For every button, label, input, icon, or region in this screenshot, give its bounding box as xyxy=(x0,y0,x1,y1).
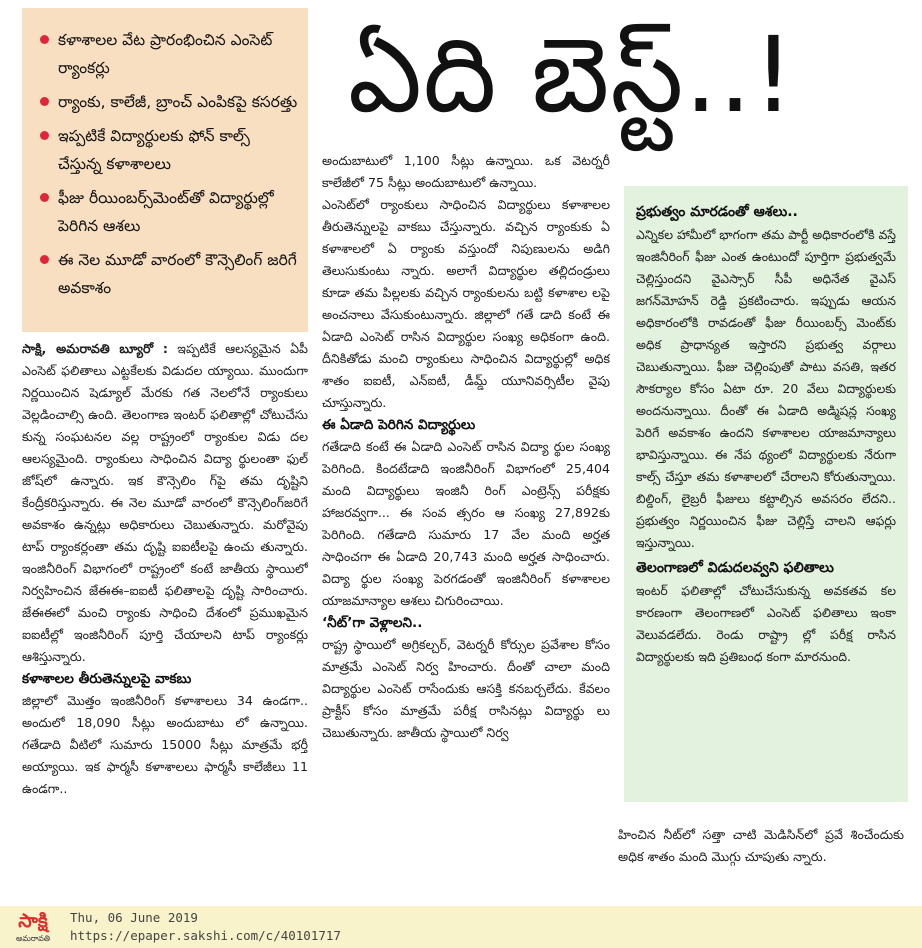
highlight-item xyxy=(38,88,298,116)
source-url[interactable]: https://epaper.sakshi.com/c/40101717 xyxy=(70,928,341,943)
bullet-dot-icon xyxy=(40,255,49,264)
sakshi-logo[interactable] xyxy=(4,910,62,944)
bullet-dot-icon xyxy=(40,97,49,106)
subheading: కళాశాలల తీరుతెన్నులపై వాకబు xyxy=(22,671,192,687)
highlight-text: ర్యాంకు, కాలేజీ, బ్రాంచ్ ఎంపికపై కసరత్తు xyxy=(58,93,298,111)
article-column-2 xyxy=(322,150,610,900)
article-column-3 xyxy=(618,824,904,898)
bullet-dot-icon xyxy=(40,193,49,202)
paragraph: హించిన నీట్‌లో సత్తా చాటి మెడిసిన్‌లో ప్రవే శించేందుకు అధిక శాతం మంది మొగ్గు చూపుతు న్నారు. xyxy=(618,827,904,864)
article-column-1 xyxy=(22,338,308,898)
sidebar-paragraph: ఎన్నికల హామీలో భాగంగా తమ పార్టీ అధికారంలోకి వస్తే ఇంజినీరింగ్ ఫీజు ఎంత ఉంటుందో పూర్తిగా ప్రభుత్వమే చెల్లిస్తుందని వైఎస్సార్ సీపీ అధినేత వైఎస్ జగన్‌మోహన్ రెడ్డి ప్రకటించారు. ఇప్పుడు ఆయన అధికారంలోకి రావడంతో ఫీజు రీయింబర్స్ మెంట్‌కు అధిక ప్రాధాన్యత ఇస్తారని ప్రభుత్వ వర్గాలు చెబుతున్నాయి. ఫీజు చెల్లింపుతో పాటు వసతి, ఇతర సౌకర్యాల కోసం ఏటా రూ. 20 వేలు విద్యార్థులకు అందనున్నాయి. దీంతో ఈ ఏడాది అడ్మిషన్ల సంఖ్య పెరిగే అవకాశం ఉందని కళాశాలల యాజమాన్యాలు భావిస్తున్నాయి. ఈ నేప థ్యంలో విద్యార్థులకు నేరుగా కాల్స్ చేస్తూ తమ కళాశాలలో చేరాలని కోరుతున్నాయి. బిల్డింగ్, లైబ్రరీ ఫీజులు కట్టాల్సిన అవసరం లేదని.. ప్రభుత్వం నిర్ణయించిన ఫీజు చెల్లిస్తే చాలని ఆఫర్లు ఇస్తున్నాయి. xyxy=(636,227,896,550)
logo-edition: అమరావతి xyxy=(15,934,51,943)
bullet-dot-icon xyxy=(40,35,49,44)
subheading: ‘నీట్’గా వెళ్లాలని.. xyxy=(322,615,423,631)
paragraph xyxy=(22,338,308,668)
footer-bar xyxy=(0,906,922,948)
highlight-text: ఈ నెల మూడో వారంలో కౌన్సెలింగ్ జరిగే అవకాశం xyxy=(58,251,297,297)
paragraph: అందుబాటులో 1,100 సీట్లు ఉన్నాయి. ఒక వెటర్నరీ కాలేజీలో 75 సీట్లు అందుబాటులో ఉన్నాయి. xyxy=(322,153,610,190)
highlight-item xyxy=(38,26,298,82)
highlight-item xyxy=(38,122,298,178)
headline: ఏది బెస్ట్..! xyxy=(348,14,796,136)
paragraph: ఎంసెట్‌లో ర్యాంకులు సాధించిన విద్యార్థులు కళాశాలల తీరుతెన్నులపై వాకబు చేస్తున్నారు. వచ్చిన ర్యాంకుకు ఏ కళాశాలలో ఏ ర్యాంకు వస్తుందో నిపుణులను అడిగి తెలుసుకుంటు న్నారు. అలాగే విద్యార్థుల తల్లిదండ్రులు కూడా తమ పిల్లలకు వచ్చిన ర్యాంకులను బట్టి కళాశాల లపై అంచనాలు వేసుకుంటున్నారు. జిల్లాలో గతే డాది కంటే ఈ ఏడాది ఎంసెట్ రాసిన విద్యార్థుల సంఖ్య అధికంగా ఉంది. దీనికితోడు మంచి ర్యాంకులు సాధించిన విద్యార్థుల్లో అధిక శాతం ఐఐటీ, ఎన్ఐటీ, డీమ్డ్ యూనివర్సిటీల వైపు చూస్తున్నారు. xyxy=(322,197,610,410)
bullet-dot-icon xyxy=(40,131,49,140)
paragraph: రాష్ట్ర స్థాయిలో అగ్రికల్చర్, వెటర్నరీ కోర్సుల ప్రవేశాల కోసం మాత్రమే ఎంసెట్ నిర్వ హించారు. దీంతో చాలా మంది విద్యార్థుల ఎంసెట్ రాసేందుకు ఆసక్తి కనబర్చలేదు. కేవలం ప్రాక్టీస్ కోసం మాత్రమే పరీక్ష రాసినట్లు విద్యార్థు లు చెబుతున్నారు. జాతీయ స్థాయిలో నిర్వ xyxy=(322,637,610,740)
sidebar-paragraph: ఇంటర్ ఫలితాల్లో చోటుచేసుకున్న అవకతవ కల కారణంగా తెలంగాణలో ఎంసెట్ ఫలితాలు ఇంకా వెలువడలేదు. రెండు రాష్ట్రా ల్లో పరీక్ష రాసిన విద్యార్థులకు ఇది ప్రతిబంధ కంగా మారనుంది. xyxy=(636,583,896,664)
subheading: ఈ ఏడాది పెరిగిన విద్యార్థులు xyxy=(322,417,476,433)
highlight-text: ఫీజు రీయింబర్స్‌మెంట్‌తో విద్యార్థుల్లో పెరిగిన ఆశలు xyxy=(58,189,274,235)
highlights-box xyxy=(22,8,308,332)
highlight-item xyxy=(38,246,298,302)
highlight-text: కళాశాలల వేట ప్రారంభించిన ఎంసెట్ ర్యాంకర్లు xyxy=(58,31,273,77)
sidebar-heading: తెలంగాణలో విడుదలవ్వని ఫలితాలు xyxy=(636,560,834,576)
edition-date: Thu, 06 June 2019 xyxy=(70,910,198,925)
paragraph-text: ఇప్పటికే ఆలస్యమైన ఏపీ ఎంసెట్ ఫలితాలు ఎట్టకేలకు విడుదల య్యాయి. ముందుగా నిర్ణయించిన షెడ్యూల్ మేరకు గత నెలలోనే ర్యాంకులు వెల్లడించాల్సి ఉంది. తెలంగాణ ఇంటర్ ఫలితాల్లో చోటుచేసు కున్న సంఘటనల వల్ల రాష్ట్రంలో ర్యాంకుల విడు దల ఆలస్యమైంది. ర్యాంకులు సాధించిన విద్యా ర్థులంతా ఫుల్ జోష్‌లో ఉన్నారు. ఇక కౌన్సెలిం గ్‌పై తమ దృష్టిని కేంద్రీకరిస్తున్నారు. ఈ నెల మూడో వారంలో కౌన్సెలింగ్‌జరిగే అవకాశం ఉన్నట్లు అధికారులు చెబుతున్నారు. మరోవైపు టాప్ ర్యాంకర్లంతా తమ దృష్టి ఐఐటీలపై ఉంచు తున్నారు. ఇంజినీరింగ్ విభాగంలో రాష్ట్రంలో కంటే జాతీయ స్థాయిలో నిర్వహించిన జేఈఈ–ఐఐటీ ఫలితాలపై దృష్టి సారించారు. జేఈఈలో మంచి ర్యాంకు సాధించి దేశంలో ప్రముఖమైన ఐఐటీల్లో ఇంజినీరింగ్ పూర్తి చేయాలని టాప్ ర్యాంకర్లు ఆశిస్తున్నారు. xyxy=(22,341,308,664)
highlight-item xyxy=(38,184,298,240)
sidebar-box xyxy=(624,186,908,802)
logo-text: సాక్షి xyxy=(18,910,48,932)
paragraph: జిల్లాలో మొత్తం ఇంజినీరింగ్ కళాశాలలు 34 ఉండగా.. అందులో 18,090 సీట్లు అందుబాటు లో ఉన్నాయి. గతేడాది వీటిలో సుమారు 15000 సీట్లు మాత్రమే భర్తీ అయ్యాయి. ఇక ఫార్మసీ కళాశాలలు ఫార్మసీ కాలేజీలు 11 ఉండగా.. xyxy=(22,693,308,796)
dateline: సాక్షి, అమరావతి బ్యూరో : xyxy=(22,341,168,356)
paragraph: గతేడాది కంటే ఈ ఏడాది ఎంసెట్ రాసిన విద్యా ర్థుల సంఖ్య పెరిగింది. కిందటేడాది ఇంజినీరింగ్ విభాగంలో 25,404 మంది విద్యార్థులు ఇంజినీ రింగ్ ఎంట్రెన్స్ పరీక్షకు హాజరవ్వగా... ఈ సంవ త్సరం ఆ సంఖ్య 27,892కు పెరిగింది. గతేడాది సుమారు 17 వేల మంది అర్హత సాధించగా ఈ ఏడాది 20,743 మంది అర్హత సాధించారు. విద్యా ర్థుల సంఖ్య పెరగడంతో ఇంజినీరింగ్ కళాశాలల యాజమాన్యాల ఆశలు చిగురించాయి. xyxy=(322,439,610,608)
highlight-text: ఇప్పటికే విద్యార్థులకు ఫోన్ కాల్స్ చేస్తున్న కళాశాలలు xyxy=(58,127,250,173)
sidebar-heading: ప్రభుత్వం మారడంతో ఆశలు.. xyxy=(636,204,798,220)
